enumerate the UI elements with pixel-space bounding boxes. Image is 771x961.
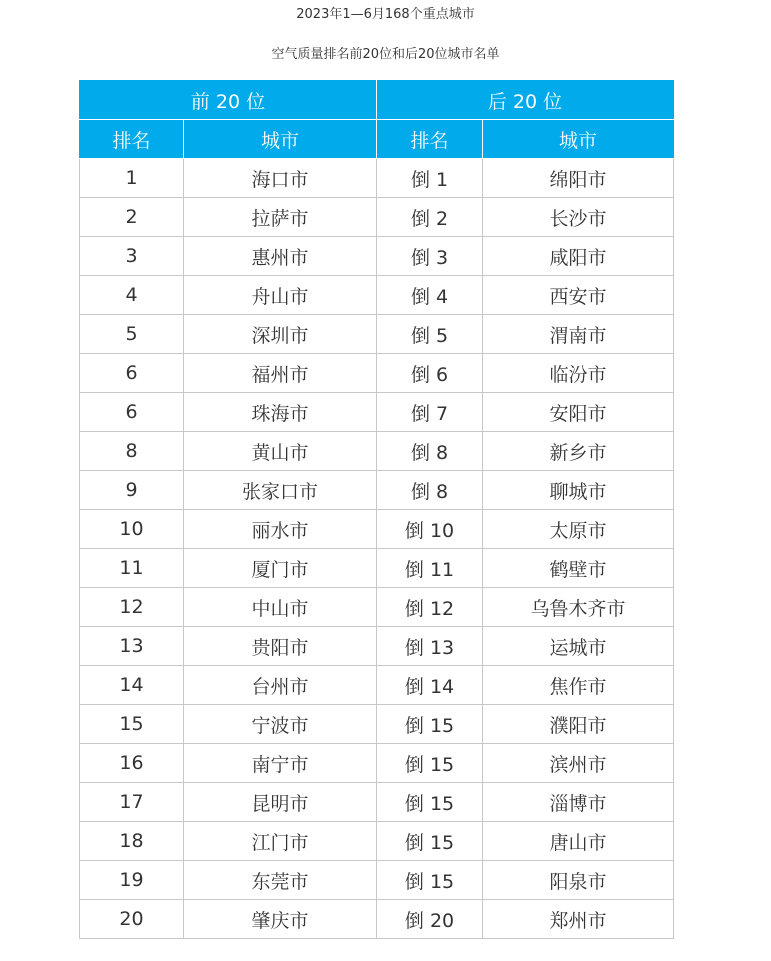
cell-city-top: 宁波市 [184,705,377,744]
cell-rank-bottom: 倒 14 [377,666,483,705]
cell-rank-bottom: 倒 12 [377,588,483,627]
cell-rank-top: 10 [80,510,184,549]
cell-rank-bottom: 倒 1 [377,159,483,198]
cell-rank-top: 6 [80,354,184,393]
table-row [80,237,674,276]
cell-city-bottom: 渭南市 [483,315,674,354]
cell-rank-top: 20 [80,900,184,939]
table-row [80,549,674,588]
cell-city-top: 黄山市 [184,432,377,471]
table-row [80,705,674,744]
cell-city-top: 丽水市 [184,510,377,549]
cell-rank-bottom: 倒 15 [377,744,483,783]
cell-city-bottom: 乌鲁木齐市 [483,588,674,627]
cell-rank-top: 8 [80,432,184,471]
cell-rank-bottom: 倒 15 [377,783,483,822]
column-header-rank-top: 排名 [80,120,184,159]
cell-rank-top: 19 [80,861,184,900]
cell-city-bottom: 鹤壁市 [483,549,674,588]
cell-city-bottom: 绵阳市 [483,159,674,198]
cell-rank-top: 13 [80,627,184,666]
cell-rank-bottom: 倒 8 [377,432,483,471]
table-row [80,861,674,900]
document-subtitle: 空气质量排名前20位和后20位城市名单 [271,47,500,62]
cell-city-bottom: 濮阳市 [483,705,674,744]
cell-city-top: 江门市 [184,822,377,861]
cell-city-bottom: 新乡市 [483,432,674,471]
cell-rank-top: 14 [80,666,184,705]
cell-city-bottom: 焦作市 [483,666,674,705]
cell-rank-top: 17 [80,783,184,822]
cell-rank-top: 11 [80,549,184,588]
cell-rank-top: 6 [80,393,184,432]
cell-city-top: 海口市 [184,159,377,198]
cell-rank-top: 15 [80,705,184,744]
cell-rank-top: 3 [80,237,184,276]
cell-rank-bottom: 倒 3 [377,237,483,276]
table-row [80,159,674,198]
table-row [80,588,674,627]
cell-rank-top: 18 [80,822,184,861]
cell-city-top: 南宁市 [184,744,377,783]
column-header-rank-bottom: 排名 [377,120,483,159]
cell-city-top: 珠海市 [184,393,377,432]
ranking-table-container [79,80,673,939]
table-row [80,198,674,237]
cell-city-bottom: 长沙市 [483,198,674,237]
cell-rank-top: 2 [80,198,184,237]
cell-city-top: 张家口市 [184,471,377,510]
table-row [80,744,674,783]
table-row [80,315,674,354]
cell-rank-top: 5 [80,315,184,354]
table-body [80,159,674,939]
cell-rank-bottom: 倒 7 [377,393,483,432]
table-row [80,666,674,705]
table-row [80,783,674,822]
cell-city-top: 台州市 [184,666,377,705]
cell-city-top: 深圳市 [184,315,377,354]
cell-city-top: 拉萨市 [184,198,377,237]
cell-city-top: 东莞市 [184,861,377,900]
cell-city-bottom: 太原市 [483,510,674,549]
cell-city-bottom: 郑州市 [483,900,674,939]
table-row [80,627,674,666]
cell-city-bottom: 唐山市 [483,822,674,861]
table-row [80,900,674,939]
table-row [80,393,674,432]
cell-city-top: 昆明市 [184,783,377,822]
document-title: 2023年1—6月168个重点城市 [296,7,475,22]
cell-rank-bottom: 倒 15 [377,822,483,861]
cell-rank-top: 16 [80,744,184,783]
cell-city-bottom: 临汾市 [483,354,674,393]
cell-city-bottom: 安阳市 [483,393,674,432]
cell-city-top: 厦门市 [184,549,377,588]
cell-rank-bottom: 倒 5 [377,315,483,354]
cell-city-top: 福州市 [184,354,377,393]
cell-city-bottom: 聊城市 [483,471,674,510]
cell-city-top: 贵阳市 [184,627,377,666]
cell-city-top: 肇庆市 [184,900,377,939]
cell-rank-bottom: 倒 13 [377,627,483,666]
ranking-table [79,80,674,939]
table-row [80,354,674,393]
cell-rank-bottom: 倒 6 [377,354,483,393]
cell-rank-bottom: 倒 11 [377,549,483,588]
cell-city-bottom: 运城市 [483,627,674,666]
cell-rank-bottom: 倒 20 [377,900,483,939]
cell-city-bottom: 淄博市 [483,783,674,822]
group-header-row [80,81,674,120]
table-row [80,276,674,315]
cell-city-top: 中山市 [184,588,377,627]
cell-rank-bottom: 倒 8 [377,471,483,510]
table-row [80,510,674,549]
cell-rank-bottom: 倒 4 [377,276,483,315]
cell-rank-top: 12 [80,588,184,627]
cell-city-bottom: 咸阳市 [483,237,674,276]
cell-city-bottom: 西安市 [483,276,674,315]
cell-city-top: 舟山市 [184,276,377,315]
cell-rank-bottom: 倒 2 [377,198,483,237]
cell-rank-bottom: 倒 15 [377,861,483,900]
column-header-row [80,120,674,159]
cell-rank-top: 9 [80,471,184,510]
cell-rank-bottom: 倒 10 [377,510,483,549]
cell-rank-bottom: 倒 15 [377,705,483,744]
cell-city-bottom: 滨州市 [483,744,674,783]
cell-rank-top: 1 [80,159,184,198]
cell-rank-top: 4 [80,276,184,315]
group-header-top20: 前 20 位 [80,81,377,120]
table-row [80,432,674,471]
table-row [80,471,674,510]
group-header-bottom20: 后 20 位 [377,81,674,120]
column-header-city-bottom: 城市 [483,120,674,159]
cell-city-top: 惠州市 [184,237,377,276]
column-header-city-top: 城市 [184,120,377,159]
cell-city-bottom: 阳泉市 [483,861,674,900]
table-row [80,822,674,861]
table-header [80,81,674,159]
